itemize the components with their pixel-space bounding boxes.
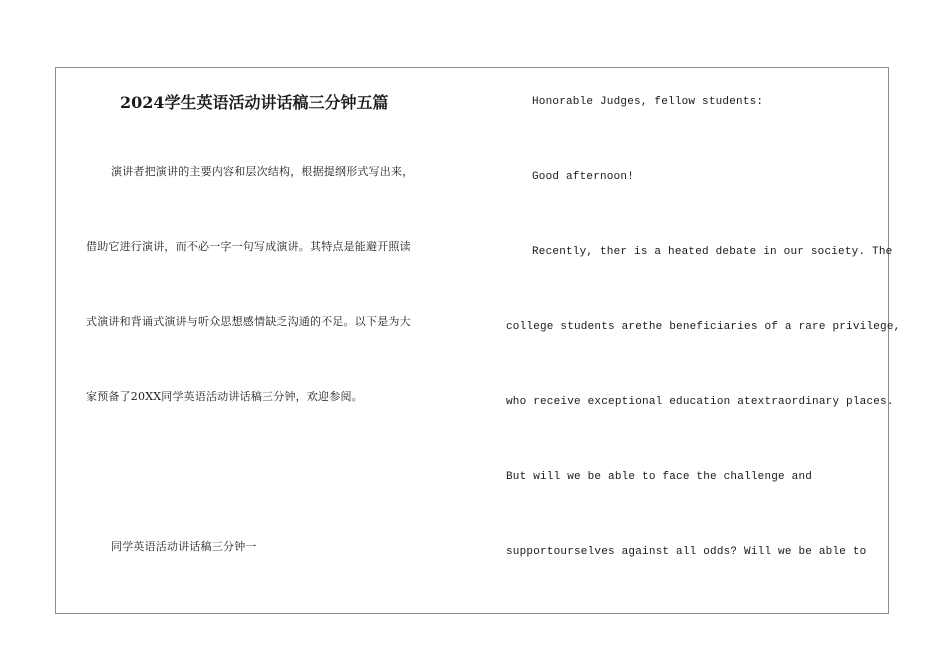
- speech-line: Good afternoon!: [532, 171, 635, 183]
- document-page: [55, 67, 901, 614]
- intro-line: 家预备了20XX同学英语活动讲话稿三分钟，欢迎参阅。: [86, 390, 363, 403]
- speech-line: who receive exceptional education atextraordinary places.: [506, 396, 894, 408]
- left-column: [56, 68, 476, 613]
- speech-line: supportourselves against all odds? Will we be able to: [506, 546, 867, 558]
- speech-line: Honorable Judges, fellow students:: [532, 96, 764, 108]
- right-column: [486, 68, 901, 613]
- intro-line: 式演讲和背诵式演讲与听众思想感情缺乏沟通的不足。以下是为大: [86, 315, 411, 328]
- section-heading: 同学英语活动讲话稿三分钟一: [111, 540, 257, 553]
- intro-line: 演讲者把演讲的主要内容和层次结构，根据提纲形式写出来，: [111, 165, 414, 178]
- speech-line: Recently, ther is a heated debate in our society. The: [532, 246, 893, 258]
- speech-line: college students arethe beneficiaries of a rare privilege,: [506, 321, 901, 333]
- document-title: 2024学生英语活动讲话稿三分钟五篇: [120, 93, 389, 112]
- intro-line: 借助它进行演讲，而不必一字一句写成演讲。其特点是能避开照读: [86, 240, 411, 253]
- speech-line: But will we be able to face the challenge and: [506, 471, 813, 483]
